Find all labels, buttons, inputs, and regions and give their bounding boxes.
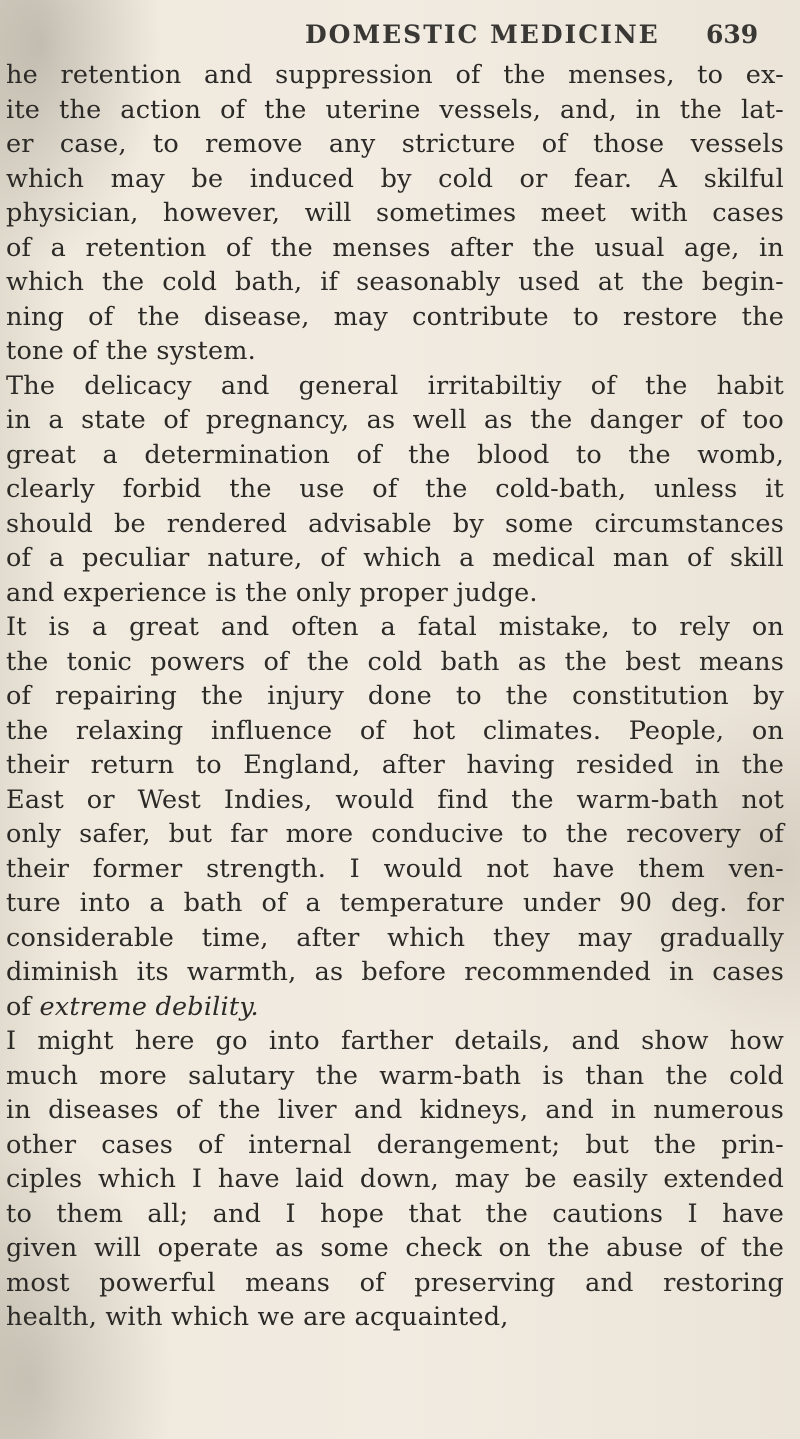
- text-line: clearly forbid the use of the cold-bath, unless it: [6, 474, 784, 504]
- text-line: of a retention of the menses after the usual age, in: [6, 232, 784, 263]
- text-line: health, with which we are acquainted,: [6, 1302, 509, 1332]
- text-line: and experience is the only proper judge.: [6, 577, 538, 608]
- text-line: ture into a bath of a temperature under 90 deg. for: [6, 888, 784, 918]
- text-line: er case, to remove any stricture of those vessels: [6, 129, 784, 159]
- running-head: [0, 20, 800, 52]
- text-line: of a peculiar nature, of which a medical man of skill: [6, 543, 784, 573]
- text-line: tone of the system.: [6, 336, 256, 366]
- text-line: most powerful means of preserving and restoring: [6, 1267, 784, 1298]
- text-line: I might here go into farther details, and show how: [6, 1026, 784, 1056]
- text-line: to them all; and I hope that the cautions I have: [6, 1198, 784, 1229]
- text-line: physician, however, will sometimes meet with cases: [6, 198, 784, 228]
- text-line: in diseases of the liver and kidneys, and in numerous: [6, 1095, 784, 1125]
- text-line: of repairing the injury done to the constitution by: [6, 681, 784, 711]
- running-head-title: DOMESTIC MEDICINE: [305, 20, 660, 49]
- text-line-plain: of: [6, 991, 40, 1022]
- text-line: The delicacy and general irritabiltiy of the habit: [6, 370, 784, 401]
- text-line: diminish its warmth, as before recommended in cases: [6, 957, 784, 987]
- page-number: 639: [706, 20, 759, 49]
- text-line: the relaxing influence of hot climates. People, on: [6, 715, 784, 746]
- text-line: ite the action of the uterine vessels, and, in the lat-: [6, 94, 784, 125]
- text-line: only safer, but far more conducive to the recovery of: [6, 819, 784, 849]
- text-line: [6, 990, 784, 1025]
- text-line: given will operate as some check on the abuse of the: [6, 1233, 784, 1263]
- text-line: It is a great and often a fatal mistake, to rely on: [6, 612, 784, 642]
- text-line: much more salutary the warm-bath is than the cold: [6, 1060, 784, 1091]
- text-line: considerable time, after which they may gradually: [6, 922, 784, 953]
- text-line: should be rendered advisable by some circumstances: [6, 508, 784, 539]
- text-line: great a determination of the blood to the womb,: [6, 439, 784, 470]
- text-line: which the cold bath, if seasonably used at the begin-: [6, 267, 784, 297]
- text-line: he retention and suppression of the menses, to ex-: [6, 60, 784, 90]
- text-line: ning of the disease, may contribute to restore the: [6, 301, 784, 332]
- text-line-italic: extreme debility.: [39, 991, 259, 1022]
- text-line: their return to England, after having resided in the: [6, 750, 784, 780]
- text-line: the tonic powers of the cold bath as the best means: [6, 646, 784, 677]
- text-line: their former strength. I would not have them ven-: [6, 853, 784, 884]
- text-line: in a state of pregnancy, as well as the danger of too: [6, 405, 784, 435]
- body-text: [6, 58, 784, 1335]
- text-line: other cases of internal derangement; but the prin-: [6, 1129, 784, 1160]
- text-line: ciples which I have laid down, may be easily extended: [6, 1164, 784, 1194]
- text-line: which may be induced by cold or fear. A skilful: [6, 163, 784, 194]
- text-line: East or West Indies, would find the warm-bath not: [6, 784, 784, 815]
